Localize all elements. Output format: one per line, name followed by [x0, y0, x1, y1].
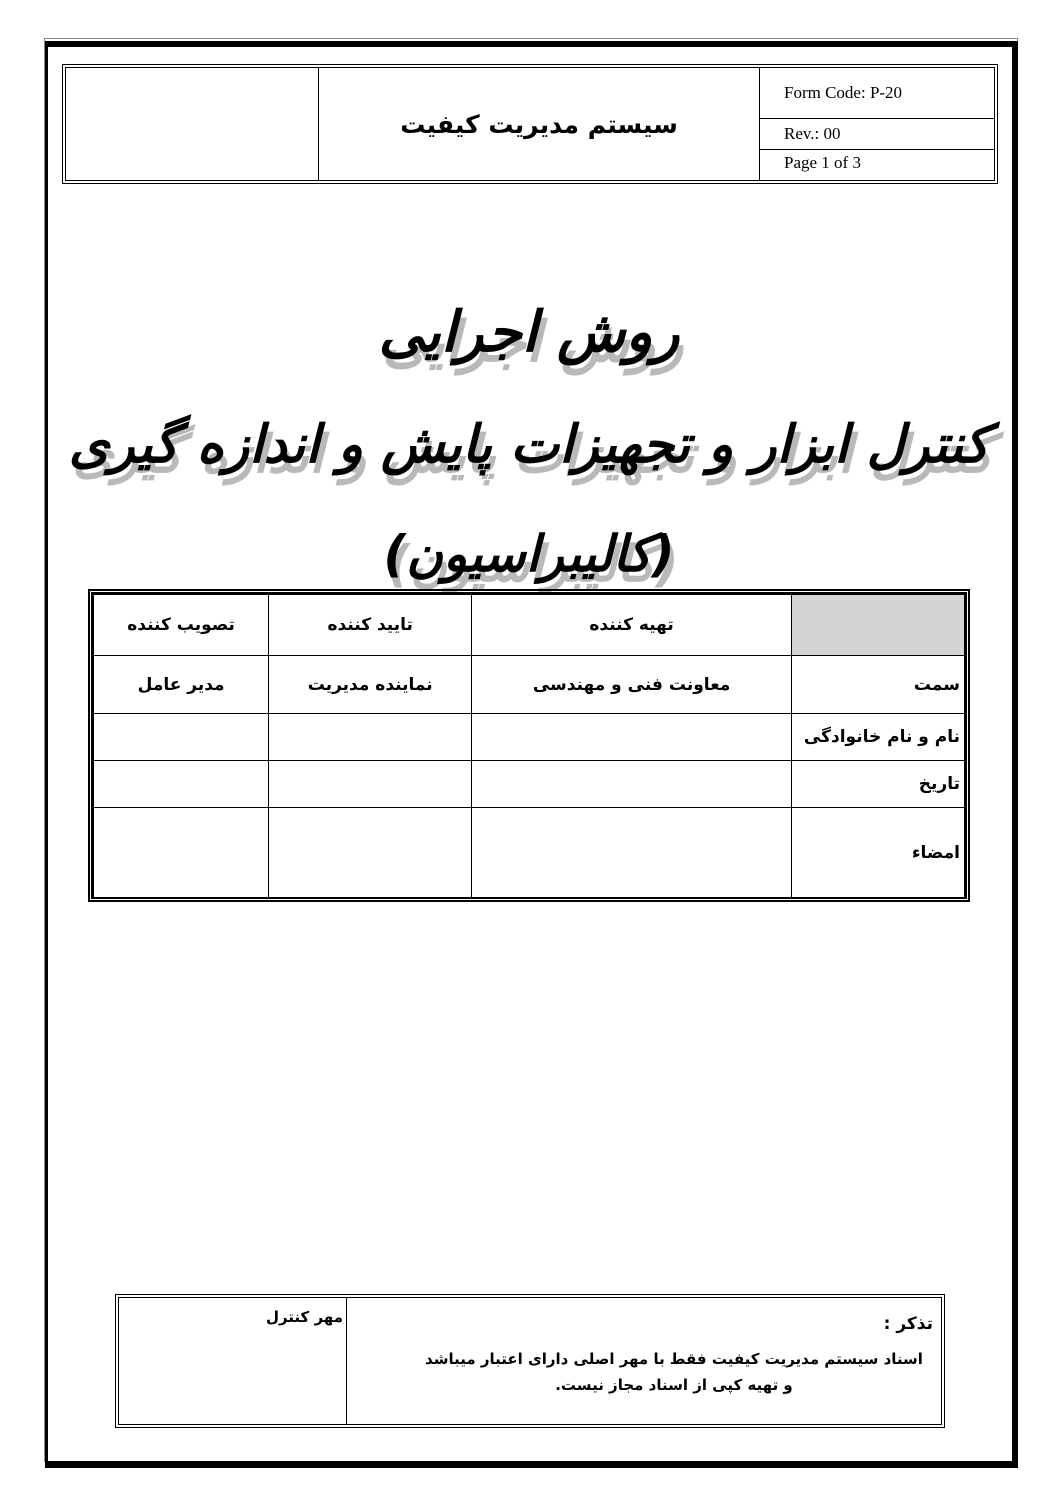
- logo-cell: [66, 68, 319, 180]
- table-cell: [94, 761, 269, 808]
- column-header-preparer: تهیه کننده: [472, 595, 792, 656]
- row-label-position: سمت: [792, 656, 965, 714]
- column-header-verifier: تایید کننده: [269, 595, 472, 656]
- approval-table: [88, 589, 970, 902]
- table-cell: [269, 808, 472, 899]
- stamp-label: مهر کنترل: [265, 1308, 343, 1326]
- table-cell: مدیر عامل: [94, 656, 269, 714]
- footer-box: [115, 1294, 945, 1428]
- row-label-date: تاریخ: [792, 761, 965, 808]
- table-row: [94, 808, 965, 899]
- header-info: [759, 68, 994, 180]
- table-row: [94, 656, 965, 714]
- page-number: Page 1 of 3: [784, 153, 861, 172]
- table-cell: [472, 714, 792, 761]
- row-label-signature: امضاء: [792, 808, 965, 899]
- note-line-1: اسناد سیستم مدیریت کیفیت فقط با مهر اصلی دارای اعتبار میباشد: [425, 1350, 923, 1368]
- table-row: [94, 714, 965, 761]
- note-line-2: و تهیه کپی از اسناد مجاز نیست.: [555, 1376, 793, 1394]
- table-cell: [94, 808, 269, 899]
- table-row: [94, 761, 965, 808]
- table-cell: [94, 714, 269, 761]
- table-cell: [472, 761, 792, 808]
- table-cell: نماینده مدیریت: [269, 656, 472, 714]
- corner-cell: [792, 595, 965, 656]
- document-header: [62, 64, 998, 184]
- control-stamp-cell: [119, 1298, 351, 1424]
- form-code: Form Code: P-20: [760, 68, 994, 119]
- footer-note: [346, 1298, 941, 1424]
- title-line-1: روش اجرایی: [378, 300, 680, 365]
- row-label-name: نام و نام خانوادگی: [792, 714, 965, 761]
- table-cell: [269, 761, 472, 808]
- revision: Rev.: 00: [760, 119, 994, 150]
- column-header-approver: تصویب کننده: [94, 595, 269, 656]
- note-label: تذکر :: [883, 1314, 933, 1334]
- table-cell: [269, 714, 472, 761]
- title-line-2: کنترل ابزار و تجهیزات پایش و اندازه گیری: [68, 415, 990, 475]
- table-cell: [472, 808, 792, 899]
- header-title: سیستم مدیریت کیفیت: [400, 109, 678, 139]
- table-header-row: [94, 595, 965, 656]
- title-line-3: (کالیبراسیون): [383, 525, 675, 583]
- table-cell: معاونت فنی و مهندسی: [472, 656, 792, 714]
